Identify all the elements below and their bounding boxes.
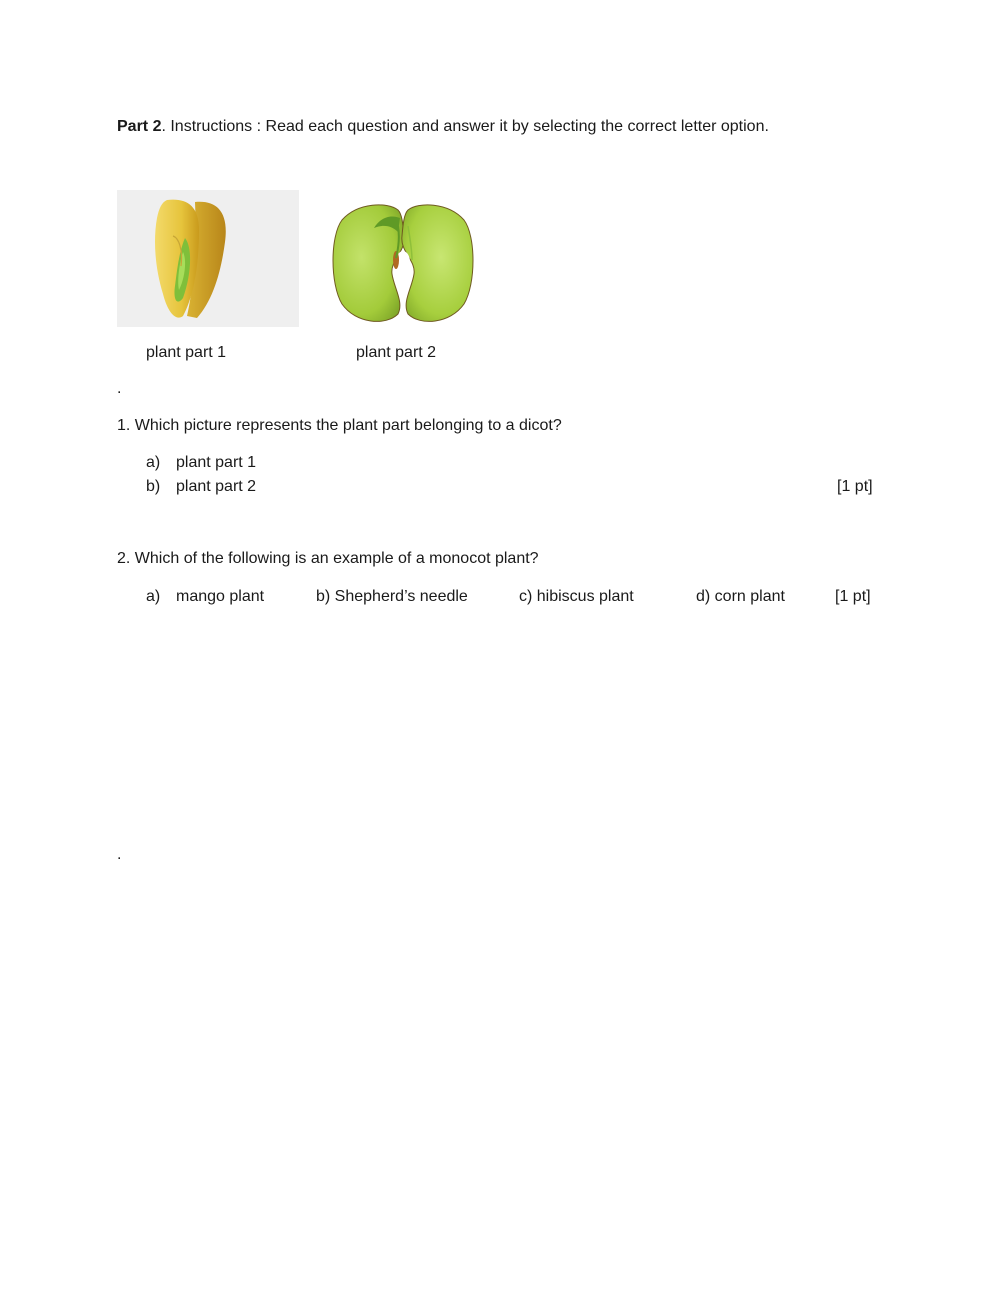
- question-2-option-d[interactable]: [696, 588, 785, 606]
- separator-dot: .: [117, 846, 122, 863]
- figure-caption-1: plant part 1: [146, 344, 227, 361]
- figure-caption-2: plant part 2: [356, 344, 437, 361]
- question-2-option-b[interactable]: [316, 588, 468, 606]
- dicot-seed-icon: [328, 196, 478, 330]
- separator-dot: .: [117, 380, 122, 397]
- question-2-option-c[interactable]: [519, 588, 634, 606]
- question-1-option-b[interactable]: [146, 478, 257, 496]
- question-1-points: [1 pt]: [837, 478, 873, 495]
- monocot-seed-image: [117, 190, 299, 327]
- option-letter: a): [146, 454, 161, 471]
- instructions-text: . Instructions : Read each question and answer it by selecting the correct letter option.: [161, 118, 769, 135]
- option-text: mango plant: [176, 588, 265, 605]
- option-text: d) corn plant: [696, 588, 785, 605]
- option-text: b) Shepherd’s needle: [316, 588, 468, 605]
- part-label: Part 2: [117, 118, 162, 135]
- question-2-points: [1 pt]: [835, 588, 871, 605]
- dicot-seed-image: [328, 196, 478, 330]
- question-1: 1. Which picture represents the plant part belonging to a dicot?: [117, 417, 562, 434]
- question-2: 2. Which of the following is an example of a monocot plant?: [117, 550, 539, 567]
- monocot-seed-icon: [117, 190, 299, 327]
- question-2-option-a[interactable]: [146, 588, 265, 606]
- option-text: plant part 2: [176, 478, 257, 495]
- option-letter: b): [146, 478, 161, 495]
- option-letter: a): [146, 588, 161, 605]
- question-1-option-a[interactable]: [146, 454, 257, 472]
- option-text: c) hibiscus plant: [519, 588, 634, 605]
- instructions: [117, 118, 769, 136]
- option-text: plant part 1: [176, 454, 257, 471]
